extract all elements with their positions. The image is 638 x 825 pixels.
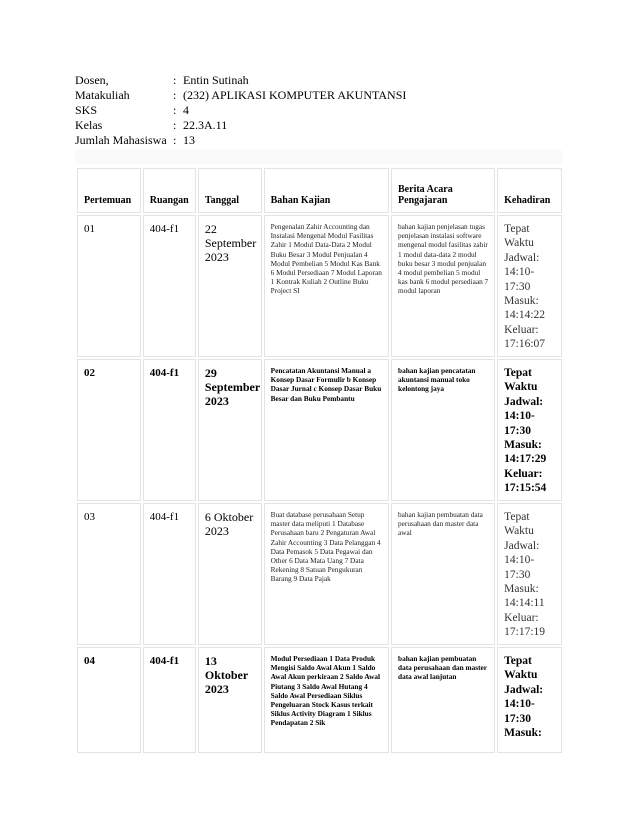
cell-pertemuan: 04 <box>77 647 141 753</box>
info-value: 22.3A.11 <box>183 118 228 132</box>
info-row-jumlah-mahasiswa <box>75 133 406 148</box>
info-sep: : <box>173 118 177 132</box>
header-kehadiran: Kehadiran <box>497 168 562 213</box>
header-bahan-kajian: Bahan Kajian <box>264 168 389 213</box>
info-sep: : <box>173 103 177 117</box>
header-pertemuan: Pertemuan <box>77 168 141 213</box>
header-tanggal: Tanggal <box>198 168 262 213</box>
cell-berita-acara: bahan kajian pencatatan akuntansi manual toko kelontong jaya <box>391 359 495 501</box>
cell-kehadiran: Tepat Waktu Jadwal: 14:10-17:30 Masuk: <box>497 647 562 753</box>
info-value: 4 <box>183 103 189 117</box>
cell-bahan-kajian: Pencatatan Akuntansi Manual a Konsep Dasar Formulir b Konsep Dasar Jurnal c Konsep Dasar Buku Besar dan Buku Pembantu <box>264 359 389 501</box>
info-value: (232) APLIKASI KOMPUTER AKUNTANSI <box>183 88 407 102</box>
cell-tanggal: 22 September 2023 <box>198 215 262 357</box>
cell-pertemuan: 03 <box>77 503 141 645</box>
info-sep: : <box>173 88 177 102</box>
header-berita-acara: Berita Acara Pengajaran <box>391 168 495 213</box>
table-row <box>77 359 562 501</box>
attendance-table <box>75 166 564 755</box>
header-ruangan: Ruangan <box>143 168 196 213</box>
info-row-sks <box>75 103 406 118</box>
cell-tanggal: 13 Oktober 2023 <box>198 647 262 753</box>
cell-kehadiran: Tepat Waktu Jadwal: 14:10-17:30 Masuk: 14:14:22 Keluar: 17:16:07 <box>497 215 562 357</box>
cell-pertemuan: 01 <box>77 215 141 357</box>
cell-ruangan: 404-f1 <box>143 359 196 501</box>
cell-kehadiran: Tepat Waktu Jadwal: 14:10-17:30 Masuk: 14:14:11 Keluar: 17:17:19 <box>497 503 562 645</box>
cell-bahan-kajian: Modul Persediaan 1 Data Produk Mengisi Saldo Awal Akun 1 Saldo Awal Akun perkiraan 2 Saldo Awal Piutang 3 Saldo Awal Hutang 4 Saldo Awal Persediaan Siklus Pengeluaran Stock Kasus terkait Siklus Activity Diagram 1 Siklus Pendapatan 2 Sik <box>264 647 389 753</box>
cell-berita-acara: bahan kajian pembuatan data perusahaan dan master data awal lanjutan <box>391 647 495 753</box>
info-key: Kelas <box>75 118 103 132</box>
cell-berita-acara: bahan kajian pembuatan data perusahaan dan master data awal <box>391 503 495 645</box>
cell-bahan-kajian: Buat database perusahaan Setup master data meliputi 1 Database Perusahaan baru 2 Pengaturan Awal Zahir Accounting 3 Data Pelanggan 4 Data Pemasok 5 Data Pegawai dan Other 6 Data Mata Uang 7 Data Rekening 8 Satuan Pengukuran Barang 9 Data Pajak <box>264 503 389 645</box>
table-header-row <box>77 168 562 213</box>
info-row-kelas <box>75 118 406 133</box>
info-key: Dosen, <box>75 73 109 87</box>
table-row <box>77 647 562 753</box>
info-value: Entin Sutinah <box>183 73 249 87</box>
info-key: Jumlah Mahasiswa <box>75 133 167 147</box>
cell-ruangan: 404-f1 <box>143 215 196 357</box>
info-row-matakuliah <box>75 88 406 103</box>
cell-pertemuan: 02 <box>77 359 141 501</box>
info-row-dosen <box>75 73 406 88</box>
cell-ruangan: 404-f1 <box>143 503 196 645</box>
info-value: 13 <box>183 133 195 147</box>
cell-berita-acara: bahan kajian penjelasan tugas penjelasan instalasi software mengenal modul fasilitas zahir 1 modul data-data 2 modul buku besar 3 modul penjualan 4 modul pembelian 5 modul kas bank 6 modul persediaan 7 modul laporan <box>391 215 495 357</box>
cell-ruangan: 404-f1 <box>143 647 196 753</box>
cell-bahan-kajian: Pengenalan Zahir Accounting dan Instalasi Mengenal Modul Fasilitas Zahir 1 Modul Data-Data 2 Modul Buku Besar 3 Modul Penjualan 4 Modul Pembelian 5 Modul Kas Bank 6 Modul Persediaan 7 Modul Laporan 1 Kontrak Kuliah 2 Outline Buku Project SI <box>264 215 389 357</box>
info-sep: : <box>173 133 177 147</box>
cell-tanggal: 6 Oktober 2023 <box>198 503 262 645</box>
info-key: SKS <box>75 103 98 117</box>
info-sep: : <box>173 73 177 87</box>
cell-tanggal: 29 September 2023 <box>198 359 262 501</box>
table-row <box>77 215 562 357</box>
spacer-band <box>75 150 562 164</box>
table-row <box>77 503 562 645</box>
cell-kehadiran: Tepat Waktu Jadwal: 14:10-17:30 Masuk: 14:17:29 Keluar: 17:15:54 <box>497 359 562 501</box>
info-key: Matakuliah <box>75 88 130 102</box>
course-info <box>75 73 406 148</box>
